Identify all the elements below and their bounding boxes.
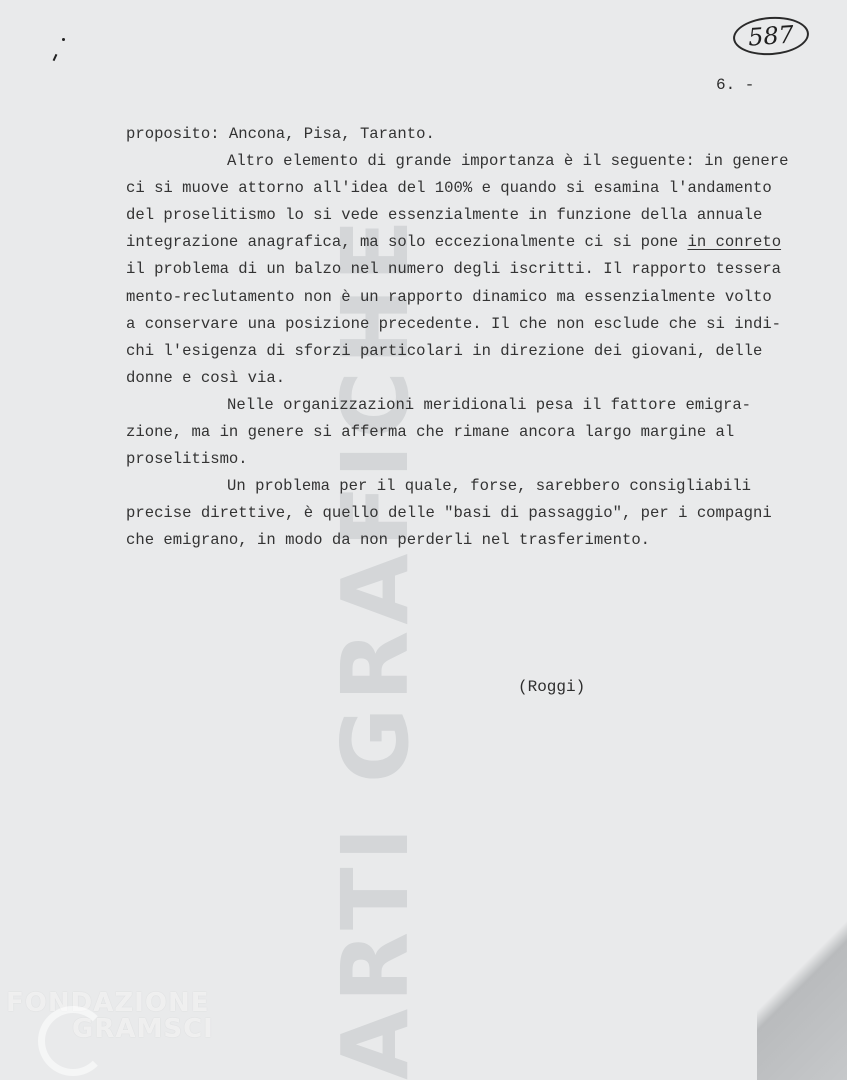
text-line: a conservare una posizione precedente. Il che non esclude che si indi-	[126, 314, 782, 333]
bleed-through-stamp: ARTI GRAFICHE	[322, 213, 429, 1080]
text-line: il problema di un balzo nel numero degli iscritti. Il rapporto tessera	[126, 260, 782, 279]
signature: (Roggi)	[518, 678, 586, 696]
margin-mark	[52, 38, 56, 64]
text-line	[126, 229, 836, 256]
text-line: Un problema per il quale, forse, sarebbero consigliabili	[227, 477, 752, 496]
watermark-line1: FONDAZIONE	[6, 988, 210, 1018]
logo-g-icon	[38, 1006, 108, 1076]
typed-body-text	[126, 121, 836, 555]
text-line: del proselitismo lo si vede essenzialmente in funzione della annuale	[126, 206, 763, 225]
text-line: zione, ma in genere si afferma che rimane ancora largo margine al	[126, 423, 735, 442]
underlined-phrase: in conreto	[687, 233, 782, 252]
archive-number-stamp: 587	[732, 14, 810, 57]
text-line: proposito: Ancona, Pisa, Taranto.	[126, 125, 435, 143]
watermark-line2: GRAMSCI	[72, 1014, 214, 1044]
text-line: ci si muove attorno all'idea del 100% e quando si esamina l'andamento	[126, 179, 772, 198]
text-line: Altro elemento di grande importanza è il seguente: in genere	[227, 152, 789, 171]
text-segment: integrazione anagrafica, ma solo eccezionalmente ci si pone	[126, 233, 688, 252]
text-line: chi l'esigenza di sforzi particolari in direzione dei giovani, delle	[126, 341, 763, 360]
page-number: 6. -	[716, 76, 755, 94]
text-line: proselitismo.	[126, 450, 248, 469]
fondazione-gramsci-watermark	[6, 988, 216, 1068]
page-corner-shadow	[757, 880, 847, 1080]
text-line: mento-reclutamento non è un rapporto dinamico ma essenzialmente volto	[126, 287, 772, 306]
text-line: che emigrano, in modo da non perderli nel trasferimento.	[126, 531, 651, 550]
text-line: Nelle organizzazioni meridionali pesa il fattore emigra-	[227, 395, 752, 414]
text-line: precise direttive, è quello delle "basi di passaggio", per i compagni	[126, 504, 772, 523]
text-line: donne e così via.	[126, 368, 286, 387]
